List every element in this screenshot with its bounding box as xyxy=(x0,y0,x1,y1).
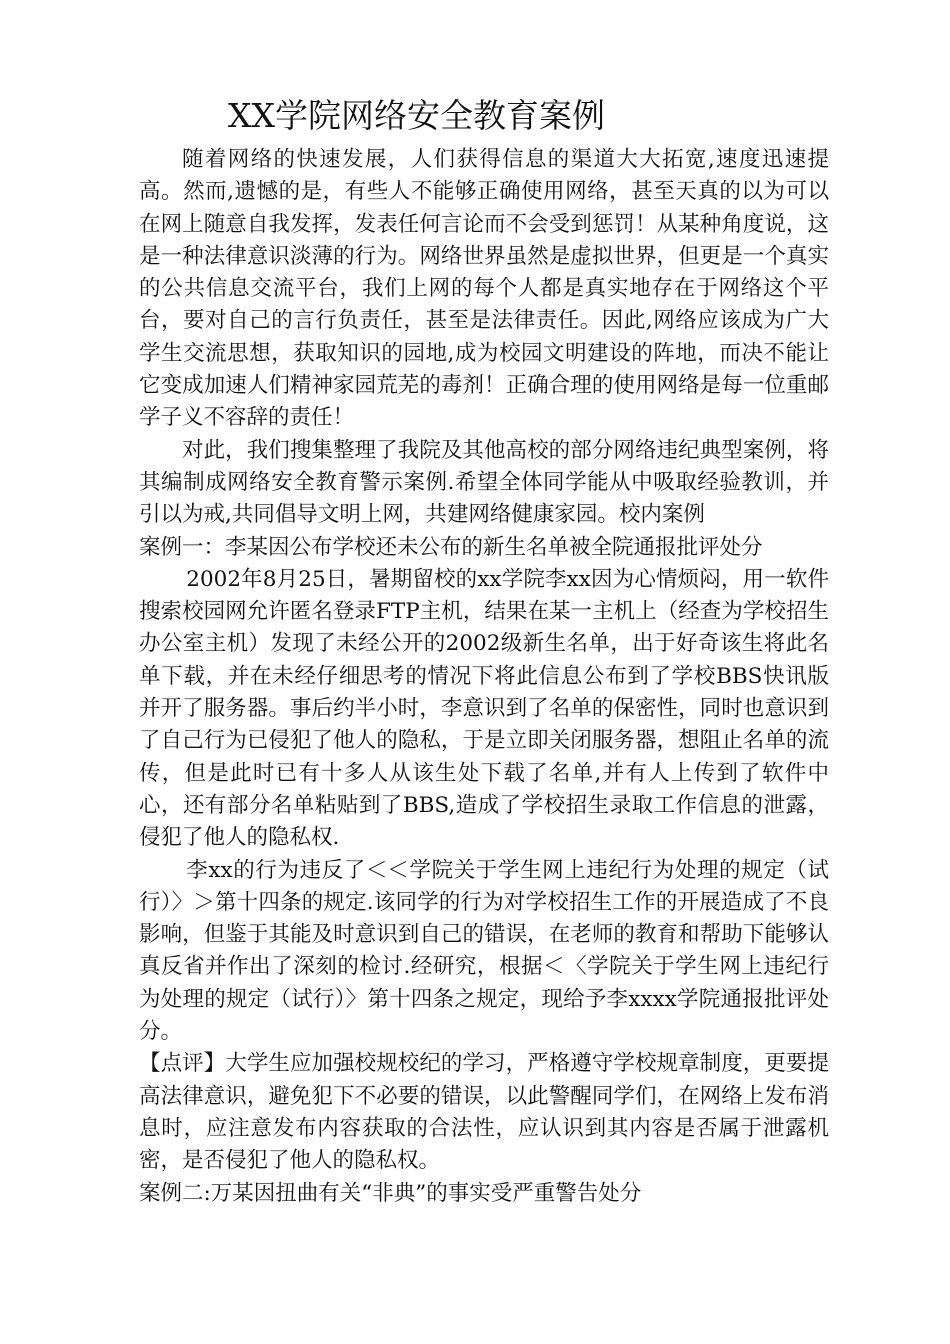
document-title: XX学院网络安全教育案例 xyxy=(228,96,605,135)
case-one-heading: 案例一：李某因公布学校还未公布的新生名单被全院通报批评处分 xyxy=(139,534,763,560)
purpose-paragraph: 对此，我们搜集整理了我院及其他高校的部分网络违纪典型案例，将其编制成网络安全教育警示案例.希望全体同学能从中吸取经验教训，并引以为戒,共同倡导文明上网，共建网络健康家园。校内案例 xyxy=(139,437,829,528)
case-one-description: 2002年8月25日，暑期留校的xx学院李xx因为心情烦闷，用一软件搜索校园网允许匿名登录FTP主机，结果在某一主机上（经查为学校招生办公室主机）发现了未经公开的2002级新生名单，出于好奇该生将此名单下载，并在未经仔细思考的情况下将此信息公布到了学校BBS快讯版并开了服务器。事后约半小时，李意识到了名单的保密性，同时也意识到了自己行为已侵犯了他人的隐私，于是立即关闭服务器，想阻止名单的流传，但是此时已有十多人从该生处下载了名单,并有人上传到了软件中心，还有部分名单粘贴到了BBS,造成了学校招生录取工作信息的泄露，侵犯了他人的隐私权. xyxy=(139,566,829,851)
case-one-ruling: 李xx的行为违反了＜＜学院关于学生网上违纪行为处理的规定（试行）〉＞第十四条的规定.该同学的行为对学校招生工作的开展造成了不良影响，但鉴于其能及时意识到自己的错误，在老师的教育和帮助下能够认真反省并作出了深刻的检讨.经研究，根据＜〈学院关于学生网上违纪行为处理的规定（试行）〉第十四条之规定，现给予李xxxx学院通报批评处分。 xyxy=(139,857,829,1045)
case-one-commentary: 【点评】大学生应加强校规校纪的学习，严格遵守学校规章制度，更要提高法律意识，避免犯下不必要的错误，以此警醒同学们，在网络上发布消息时，应注意发布内容获取的合法性，应认识到其内容是否属于泄露机密，是否侵犯了他人的隐私权。 xyxy=(139,1051,829,1174)
case-two-heading: 案例二:万某因扭曲有关“非典”的事实受严重警告处分 xyxy=(139,1180,642,1206)
document-body xyxy=(139,144,829,1210)
intro-paragraph: 随着网络的快速发展，人们获得信息的渠道大大拓宽,速度迅速提高。然而,遗憾的是，有些人不能够正确使用网络，甚至天真的以为可以在网上随意自我发挥，发表任何言论而不会受到惩罚！从某种角度说，这是一种法律意识淡薄的行为。网络世界虽然是虚拟世界，但更是一个真实的公共信息交流平台，我们上网的每个人都是真实地存在于网络这个平台，要对自己的言行负责任，甚至是法律责任。因此,网络应该成为广大学生交流思想，获取知识的园地,成为校园文明建设的阵地，而决不能让它变成加速人们精神家园荒芜的毒剂！正确合理的使用网络是每一位重邮学子义不容辞的责任！ xyxy=(139,147,829,431)
